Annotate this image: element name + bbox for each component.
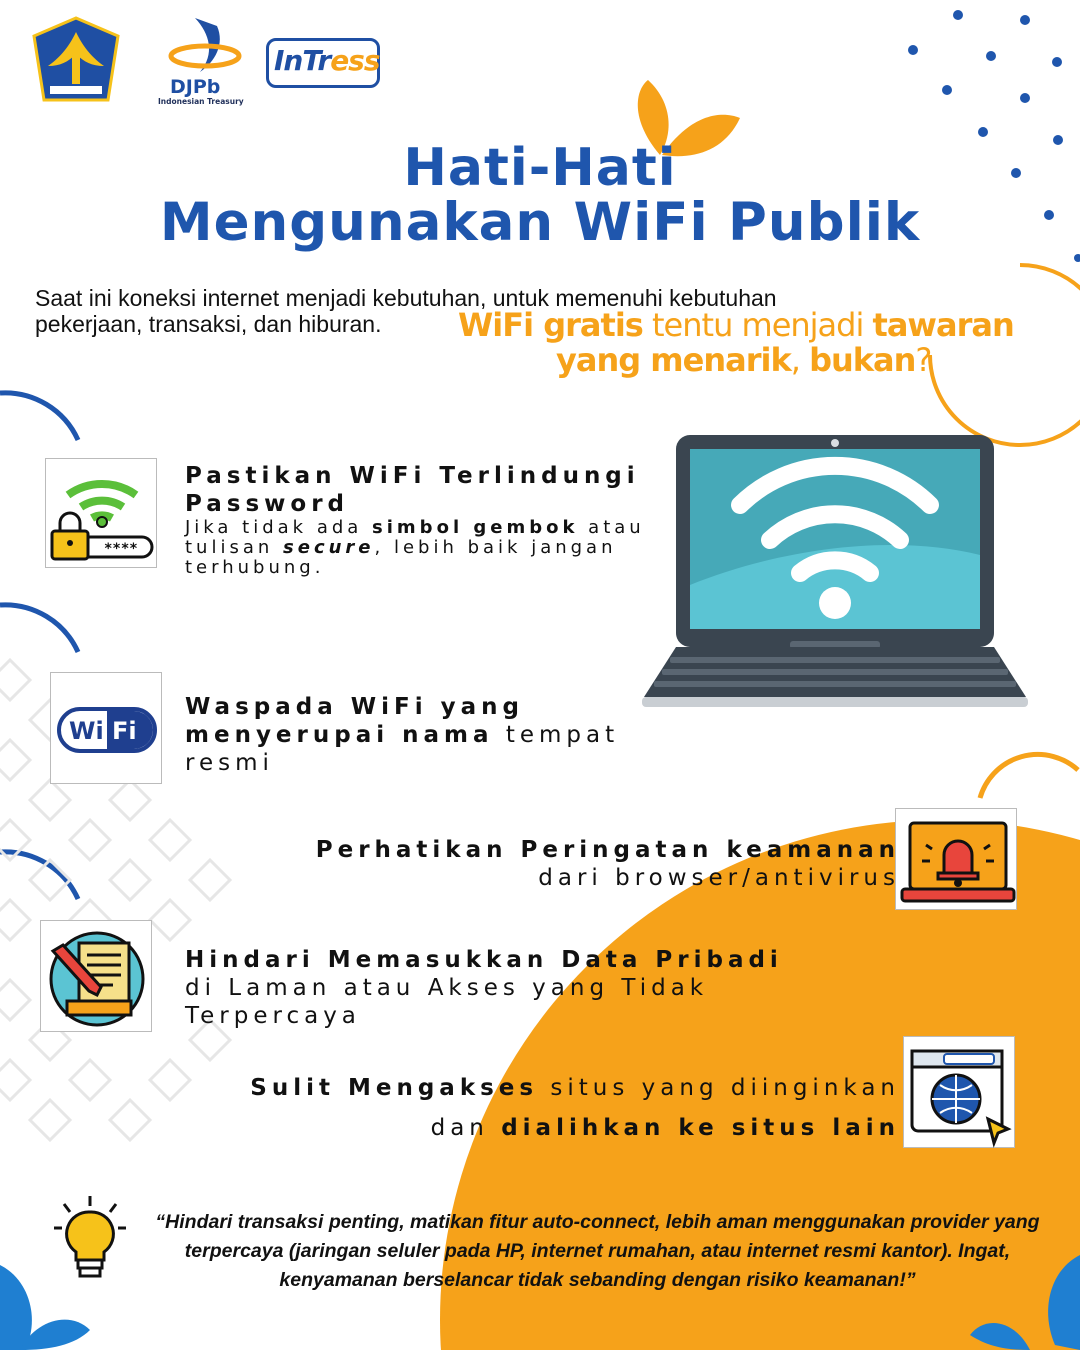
wifi-badge-card — [50, 672, 162, 784]
lightbulb-icon — [50, 1190, 130, 1290]
item-1-desc: Jika tidak ada simbol gembok atau tulisan secure, lebih baik jangan terhubung. — [185, 517, 645, 578]
web-redirect-card — [903, 1036, 1015, 1148]
blue-arc-decoration — [0, 393, 78, 440]
djpb-logo-text: DJPb — [170, 76, 221, 98]
svg-text:Fi: Fi — [112, 717, 137, 745]
item-3-text: Perhatikan Peringatan keamanan dari browser/antivirus — [315, 837, 900, 891]
intro-text: Saat ini koneksi internet menjadi kebutuhan, untuk memenuhi kebutuhan pekerjaan, transaksi, dan hiburan. — [35, 285, 777, 337]
web-redirect-icon — [904, 1037, 1016, 1149]
laptop-alarm-card — [895, 808, 1017, 910]
page-title-line1: Hati-Hati — [403, 138, 677, 198]
laptop-wifi-icon — [640, 435, 1030, 715]
svg-text:****: **** — [104, 541, 138, 557]
blue-arc-decoration — [0, 605, 78, 652]
item-1-text — [185, 462, 655, 578]
orange-arc-decoration — [980, 754, 1078, 798]
item-4-text: Hindari Memasukkan Data Pribadi di Laman atau Akses yang Tidak Terpercaya — [185, 947, 783, 1029]
closing-quote: “Hindari transaksi penting, matikan fitur auto-connect, lebih aman menggunakan provider yang terpercaya (jaringan seluler pada HP, internet rumahan, atau internet resmi kantor). Ingat, kenyamanan berselancar tidak sebanding dengan risiko keamanan!” — [155, 1211, 1040, 1291]
wifi-lock-card — [45, 458, 157, 568]
wifi-badge-icon — [51, 673, 163, 785]
document-edit-card — [40, 920, 152, 1032]
laptop-alarm-icon — [896, 809, 1018, 911]
tagline-line2: yang menarik, bukan? — [556, 341, 932, 379]
kemenkeu-logo — [28, 14, 124, 110]
page-title-line2: Mengunakan WiFi Publik — [159, 192, 921, 253]
svg-text:Wi: Wi — [69, 717, 104, 745]
item-2-text: Waspada WiFi yang menyerupai nama tempat resmi — [185, 694, 620, 776]
wifi-lock-icon — [46, 459, 158, 569]
tagline-line1: WiFi gratis tentu menjadi tawaran — [458, 306, 1014, 344]
item-1-title: Pastikan WiFi Terlindungi Password — [185, 463, 640, 517]
document-edit-icon — [41, 921, 153, 1033]
item-5-text: Sulit Mengakses situs yang diinginkan dan dialihkan ke situs lain — [250, 1075, 900, 1141]
djpb-logo-subtitle: Indonesian Treasury — [158, 97, 244, 106]
intress-logo-text: InTress — [274, 44, 380, 77]
